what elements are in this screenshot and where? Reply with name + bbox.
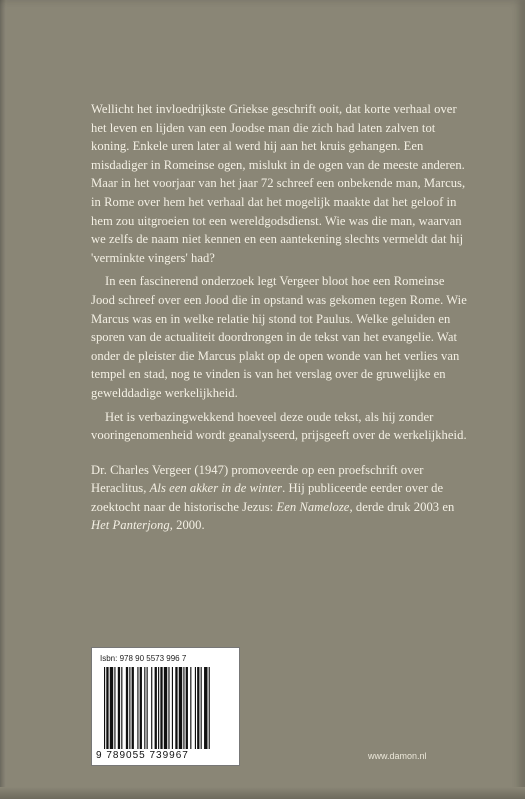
blurb-paragraph-2: In een fascinerend onderzoek legt Vergeer bloot hoe een Romeinse Jood schreef over een Jood die in opstand was gekomen tegen Rome. Wie Marcus was en in welke relatie hij stond tot Paulus. Welke geluiden en sporen van de actualiteit doordrongen in de tekst van het evangelie. Wat onder de pleister die Marcus plakt op de open wonde van het verlies van tempel en stad, nog te vinden is van het verslag over de gruwelijke en gewelddadige werkelijkheid. [91,274,467,400]
bio-text-3: , derde druk 2003 en [349,499,455,514]
bio-text-4: , 2000. [169,518,205,533]
bio-title-3: Het Panterjong [91,518,170,533]
bottom-edge [0,787,525,799]
barcode-label [91,647,240,766]
blurb-text [91,100,471,540]
barcode-digits: 9 789055 739967 [96,750,189,761]
blurb-paragraph-3: Het is verbazingwekkend hoeveel deze oude tekst, als hij zonder vooringenomenheid wordt geanalyseerd, prijsgeeft over de werkelijkheid. [91,409,467,443]
bio-text-1: Dr. Charles Vergeer (1947) promoveerde op een proefschrift over Heraclitus, [91,462,424,496]
barcode-bars [102,667,228,749]
bio-title-1: Als een akker in de winter [149,481,283,496]
author-bio [91,461,471,535]
isbn-number: Isbn: 978 90 5573 996 7 [100,654,187,663]
spine-shadow [0,0,6,799]
publisher-website: www.damon.nl [368,751,427,761]
blurb-paragraph-1: Wellicht het invloedrijkste Griekse geschrift ooit, dat korte verhaal over het leven en lijden van een Joodse man die zich had laten zalven tot koning. Enkele uren later al werd hij aan het kruis gehangen. Een misdadiger in Romeinse ogen, mislukt in de ogen van de meeste anderen. Maar in het voorjaar van het jaar 72 schreef een onbekende man, Marcus, in Rome over hem het verhaal dat het mogelijk maakte dat het geloof in hem zou uitgroeien tot een wereldgodsdienst. Wie was die man, waarvan we zelfs de naam niet kennen en een aantekening slechts vermeldt dat hij 'verminkte vingers' had? [91,102,466,265]
bio-text-2: . Hij publiceerde eerder over de zoektocht naar de historische Jezus: [91,481,444,514]
bio-title-2: Een Nameloze [276,499,350,514]
